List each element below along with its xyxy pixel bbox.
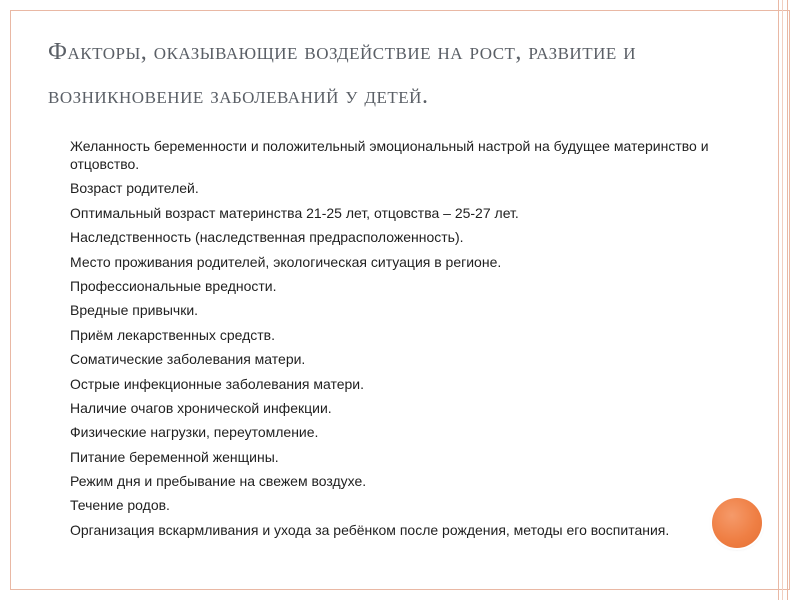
- list-item-text: Физические нагрузки, переутомление.: [70, 424, 319, 441]
- list-item: [46, 137, 746, 173]
- list-item-text: Питание беременной женщины.: [70, 448, 279, 465]
- orange-circle-decoration: [712, 498, 762, 548]
- list-item: [46, 228, 746, 246]
- list-item-text: Возраст родителей.: [70, 180, 199, 197]
- list-item: [46, 472, 746, 490]
- list-item: [46, 399, 746, 417]
- list-item-text: Организация вскармливания и ухода за ребёнком после рождения, методы его воспитания.: [70, 521, 670, 538]
- list-item: [46, 448, 746, 466]
- list-item-text: Место проживания родителей, экологическая ситуация в регионе.: [70, 253, 502, 270]
- list-item-text: Желанность беременности и положительный эмоциональный настрой на будущее материнство и отцовство.: [70, 138, 709, 172]
- list-item-text: Приём лекарственных средств.: [70, 326, 275, 343]
- list-item: [46, 350, 746, 368]
- list-item: [46, 301, 746, 319]
- list-item: [46, 326, 746, 344]
- list-item-text: Течение родов.: [70, 497, 170, 514]
- list-item-text: Режим дня и пребывание на свежем воздухе.: [70, 473, 367, 490]
- list-item-text: Оптимальный возраст материнства 21-25 лет, отцовства – 25-27 лет.: [70, 204, 519, 221]
- list-item-text: Наличие очагов хронической инфекции.: [70, 399, 332, 416]
- slide-title: Факторы, оказывающие воздействие на рост, развитие и возникновение заболеваний у детей.: [48, 39, 637, 109]
- list-item-text: Профессиональные вредности.: [70, 277, 277, 294]
- list-item-text: Соматические заболевания матери.: [70, 351, 306, 368]
- list-item-text: Наследственность (наследственная предрасположенность).: [70, 229, 464, 246]
- list-item: [46, 253, 746, 271]
- bullet-list: [46, 137, 746, 539]
- list-item: [46, 521, 746, 539]
- list-item: [46, 423, 746, 441]
- list-item: [46, 179, 746, 197]
- list-item-text: Острые инфекционные заболевания матери.: [70, 375, 365, 392]
- list-item: [46, 375, 746, 393]
- slide-content: [46, 137, 746, 545]
- list-item-text: Вредные привычки.: [70, 302, 199, 319]
- list-item: [46, 204, 746, 222]
- decorative-side-lines: [778, 0, 788, 600]
- list-item: [46, 496, 746, 514]
- list-item: [46, 277, 746, 295]
